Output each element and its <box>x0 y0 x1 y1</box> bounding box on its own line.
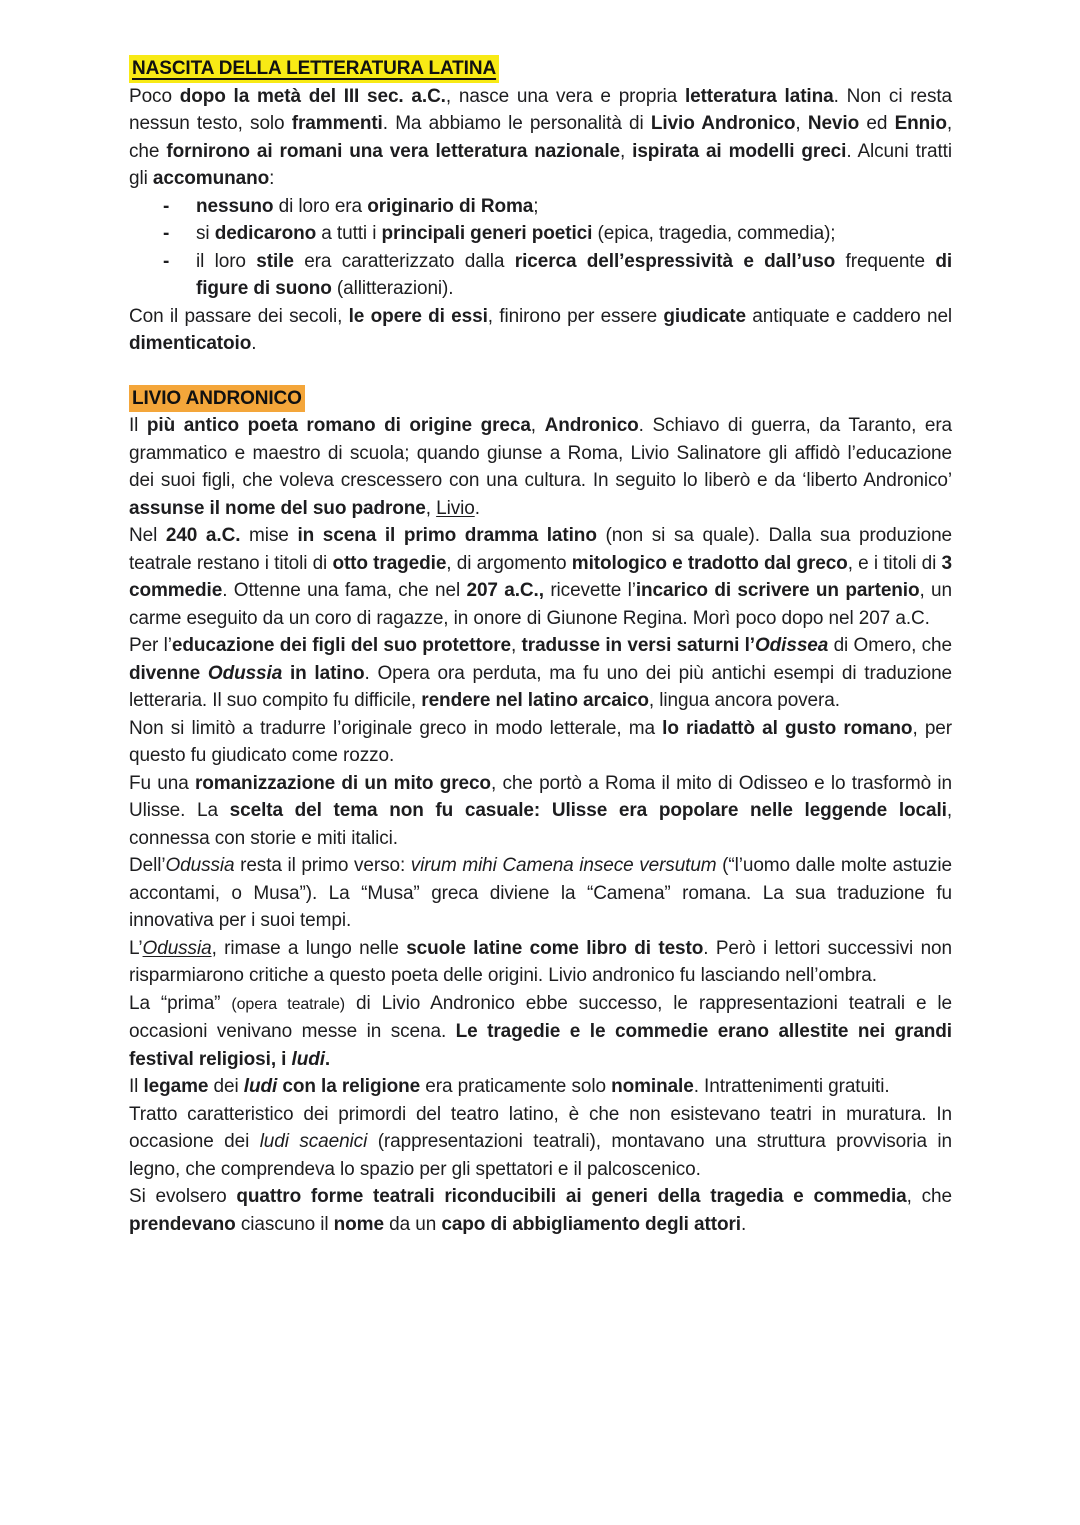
text-run: Odussia <box>142 937 212 959</box>
section-heading: LIVIO ANDRONICO <box>129 385 305 413</box>
paragraph <box>129 522 952 632</box>
text-run: era caratterizzato dalla <box>293 250 515 272</box>
text-run: Per l’ <box>129 635 172 656</box>
text-run: , <box>795 113 808 134</box>
text-run: Tratto caratteristico dei primordi del teatro latino, è che non esistevano teatri in muratura. In occasione dei <box>129 1103 952 1152</box>
text-run: mitologico e tradotto dal greco <box>571 552 848 574</box>
text-run: stile <box>256 250 294 272</box>
dash-bullet: - <box>163 250 170 272</box>
text-run: (“l’uomo dalle molte astuzie accontami, o Musa”). La “Musa” greca diviene la “Camena” romana. La sua traduzione fu innovativa per i suoi tempi. <box>129 855 952 931</box>
text-run: dopo la metà del III sec. a.C. <box>179 85 446 107</box>
text-run: , che <box>906 1186 952 1207</box>
text-run: di Livio Andronico ebbe successo, le rappresentazioni teatrali e le occasioni venivano messe in scena. <box>129 992 952 1042</box>
text-run: dedicarono <box>214 223 317 244</box>
text-run: Si evolsero <box>129 1186 237 1207</box>
text-run: ispirata ai modelli greci <box>632 140 847 162</box>
text-run: di loro era <box>273 195 368 217</box>
text-run: . Ottenne una fama, che nel <box>222 580 467 601</box>
text-run: Con il passare dei secoli, <box>129 305 349 327</box>
text-run: le opere di essi <box>348 305 488 327</box>
dash-bullet: - <box>163 223 170 244</box>
text-run: Livio Andronico <box>650 113 796 134</box>
paragraph <box>129 990 952 1074</box>
text-run: dei <box>208 1076 244 1097</box>
text-run: tradusse in versi saturni l’ <box>521 635 755 656</box>
text-run: assunse il nome del suo padrone <box>129 497 426 519</box>
text-run: virum mihi Camena insece versutum <box>410 855 717 876</box>
document-content <box>129 55 952 1238</box>
text-run: 240 a.C. <box>165 525 241 546</box>
text-run: a tutti i <box>316 223 382 244</box>
text-run: , lingua ancora povera. <box>648 690 840 711</box>
section-heading: NASCITA DELLA LETTERATURA LATINA <box>129 55 499 83</box>
text-run: La “prima” <box>129 992 232 1014</box>
text-run: più antico poeta romano di origine greca <box>146 415 531 436</box>
text-run: ludi <box>243 1076 278 1097</box>
text-run: ed <box>859 113 895 134</box>
text-run: resta il primo verso: <box>234 855 411 876</box>
section-heading-row <box>129 55 952 83</box>
text-run: Odussia <box>207 662 283 684</box>
paragraph <box>129 632 952 715</box>
paragraph <box>129 1101 952 1184</box>
text-run: L’ <box>129 937 143 959</box>
text-run: Le tragedie e le commedie erano allestite nei grandi festival religiosi, i <box>129 1021 952 1070</box>
text-run: Andronico <box>544 415 639 436</box>
text-run: Dell’ <box>129 855 166 876</box>
text-run: ludi <box>291 1048 325 1070</box>
text-run: mise <box>240 525 298 546</box>
text-run: in scena il primo dramma latino <box>297 525 597 546</box>
paragraph <box>129 1073 952 1101</box>
text-run: il loro <box>196 250 257 272</box>
text-run: scelta del tema non fu casuale: Ulisse era popolare nelle leggende locali <box>229 800 947 821</box>
list-item <box>129 248 952 303</box>
text-run: Nevio <box>807 113 860 134</box>
text-run: lo riadattò al gusto romano <box>662 717 913 739</box>
text-run: si <box>196 223 215 244</box>
text-run: (opera teatrale) <box>231 995 346 1013</box>
text-run: giudicate <box>663 305 746 327</box>
paragraph <box>129 83 952 193</box>
text-run: principali generi poetici <box>381 223 593 244</box>
text-run: fornirono ai romani una vera letteratura nazionale <box>166 140 620 162</box>
text-run: . <box>251 333 257 354</box>
bullet-list <box>129 193 952 303</box>
paragraph <box>129 852 952 935</box>
text-run: Il <box>129 415 147 436</box>
text-run: divenne <box>129 662 208 684</box>
text-run: otto tragedie <box>332 552 447 574</box>
text-run: . Però i lettori successivi non risparmiarono critiche a questo poeta delle origini. Livio andronico fu lasciando nell’ombra. <box>129 937 952 986</box>
text-run: , <box>510 635 522 656</box>
text-run: . Schiavo di guerra, da Taranto, era grammatico e maestro di scuola; quando giunse a Roma, Livio Salinatore gli affidò l’educazione dei suoi figli, che voleva crescessero con una cultura. In seguito lo liberò e da ‘liberto Andronico’ <box>129 415 953 491</box>
text-run: (allitterazioni). <box>331 278 454 299</box>
text-run: incarico di scrivere un partenio <box>635 580 920 601</box>
text-run: . <box>324 1048 331 1070</box>
text-run: 207 a.C., <box>466 580 544 601</box>
text-run: , di argomento <box>446 552 572 574</box>
text-run: educazione dei figli del suo protettore <box>171 635 511 656</box>
text-run: Nel <box>129 525 166 546</box>
paragraph <box>129 303 952 358</box>
text-run: Il <box>129 1076 144 1097</box>
list-item <box>129 220 952 248</box>
text-run: Odussia <box>165 855 235 876</box>
text-run: (rappresentazioni teatrali), montavano una struttura provvisoria in legno, che comprendeva lo spazio per gli spettatori e il palcoscenico. <box>129 1131 952 1180</box>
text-run: . Non ci resta nessun testo, solo <box>129 85 952 134</box>
text-run: , rimase a lungo nelle <box>211 937 407 959</box>
text-run: era praticamente solo <box>420 1076 612 1097</box>
text-run: nessuno <box>196 195 274 217</box>
text-run: , connessa con storie e miti italici. <box>129 800 952 849</box>
text-run: . Intrattenimenti gratuiti. <box>693 1076 890 1097</box>
text-run: prendevano <box>129 1213 236 1235</box>
text-run: frammenti <box>291 113 383 134</box>
text-run: nome <box>333 1213 384 1235</box>
text-run: . Alcuni tratti gli <box>129 140 952 189</box>
text-run: nominale <box>611 1076 694 1097</box>
list-item <box>129 193 952 221</box>
text-run: , nasce una vera e propria <box>445 85 685 107</box>
paragraph <box>129 412 952 522</box>
text-run: , <box>530 415 545 436</box>
text-run: ricevette l’ <box>543 580 636 601</box>
text-run: di Omero, che <box>828 635 952 656</box>
text-run: ricerca dell’espressività e dall’uso <box>514 250 836 272</box>
text-run: , <box>619 140 633 162</box>
text-run: scuole latine come libro di testo <box>406 937 704 959</box>
text-run: ; <box>533 195 539 217</box>
text-run: da un <box>383 1213 442 1235</box>
text-run: Odissea <box>754 635 829 656</box>
text-run: (non si sa quale). Dalla sua produzione teatrale restano i titoli di <box>129 525 953 574</box>
text-run: : <box>269 168 275 189</box>
text-run: Non si limitò a tradurre l’originale greco in modo letterale, ma <box>129 717 663 739</box>
text-run: , che portò a Roma il mito di Odisseo e lo trasformò in Ulisse. La <box>129 772 953 821</box>
text-run: con la religione <box>282 1076 421 1097</box>
text-run: , per questo fu giudicato come rozzo. <box>129 717 952 766</box>
text-run: 3 commedie <box>129 552 952 601</box>
paragraph <box>129 770 952 853</box>
text-run: . Ma abbiamo le personalità di <box>382 113 651 134</box>
text-run: Fu una <box>129 772 195 794</box>
text-run: , un carme eseguito da un coro di ragazze, in onore di Giunone Regina. Morì poco dopo nel 207 a.C. <box>129 580 952 629</box>
text-run: dimenticatoio <box>129 333 252 354</box>
text-run: originario di Roma <box>367 195 534 217</box>
text-run: letteratura latina <box>684 85 834 107</box>
text-run: (epica, tragedia, commedia); <box>592 223 836 244</box>
text-run: . Opera ora perduta, ma fu uno dei più antichi esempi di traduzione letteraria. Il suo compito fu difficile, <box>129 662 953 711</box>
paragraph <box>129 715 952 770</box>
section-heading-row <box>129 385 952 413</box>
text-run: frequente <box>835 250 936 272</box>
text-run: in latino <box>282 662 365 684</box>
text-run: , e i titoli di <box>847 552 942 574</box>
text-run: , <box>425 497 437 519</box>
text-run: Poco <box>129 85 180 107</box>
text-run: . <box>474 497 480 519</box>
text-run: . <box>740 1213 747 1235</box>
text-run: quattro forme teatrali riconducibili ai generi della tragedia e commedia <box>236 1186 907 1207</box>
text-run: accomunano <box>152 168 270 189</box>
text-run: rendere nel latino arcaico <box>421 690 649 711</box>
text-run: romanizzazione di un mito greco <box>195 772 491 794</box>
text-run: di figure di suono <box>196 250 952 299</box>
text-run: Ennio <box>894 113 947 134</box>
text-run: , che <box>129 113 953 162</box>
text-run: Livio <box>436 497 475 519</box>
text-run: capo di abbigliamento degli attori <box>441 1213 741 1235</box>
paragraph <box>129 935 952 990</box>
paragraph <box>129 1183 952 1238</box>
text-run: antiquate e caddero nel <box>745 305 953 327</box>
text-run: ciascuno il <box>235 1213 334 1235</box>
dash-bullet: - <box>163 195 170 217</box>
text-run: , finirono per essere <box>487 305 664 327</box>
text-run: legame <box>143 1076 209 1097</box>
text-run: ludi scaenici <box>259 1131 368 1152</box>
